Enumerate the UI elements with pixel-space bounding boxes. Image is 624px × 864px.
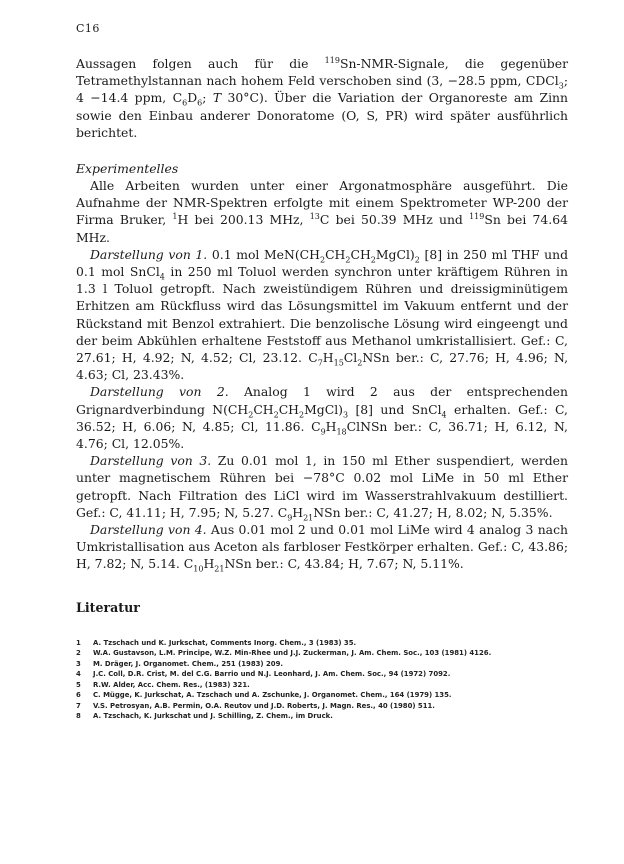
reference-item: 8 A. Tzschach, K. Jurkschat und J. Schilling, Z. Chem., im Druck. xyxy=(76,712,333,721)
darstellung-4-paragraph: Darstellung von 4. Aus 0.01 mol 2 und 0.01 mol LiMe wird 4 analog 3 nach Umkristallisation aus Aceton als farbloser Festkörper erhalten. Gef.: C, 43.86; H, 7.82; N, 5.14. $C_{10}H_{21}NSn$ ber.: C, 43.84; H, 7.67; N, 5.11%. xyxy=(76,522,568,574)
reference-item: 4 J.C. Coll, D.R. Crist, M. del C.G. Barrio und N.J. Leonhard, J. Am. Chem. Soc., 94 (1972) 7092. xyxy=(76,670,451,679)
page-number: C16 xyxy=(76,22,100,35)
reference-item: 1 A. Tzschach und K. Jurkschat, Comments Inorg. Chem., 3 (1983) 35. xyxy=(76,638,357,647)
reference-item: 5 R.W. Alder, Acc. Chem. Res., (1983) 321. xyxy=(76,680,250,689)
reference-list xyxy=(76,638,568,722)
literatur-heading: Literatur xyxy=(76,599,140,615)
experimentelles-heading: Experimentelles xyxy=(76,161,179,177)
reference-item: 3 M. Dräger, J. Organomet. Chem., 251 (1983) 209. xyxy=(76,659,283,668)
experimentelles-paragraph: Alle Arbeiten wurden unter einer Argonatmosphäre ausgeführt. Die Aufnahme der NMR-Spektren erfolgte mit einem Spektrometer WP-200 der Firma Bruker, $^1$H bei 200.13 MHz, $^{13}$C bei 50.39 MHz und $^{119}$Sn bei 74.64 MHz. xyxy=(76,178,568,245)
darstellung-2-paragraph: Darstellung von 2. Analog 1 wird 2 aus der entsprechenden Grignardverbindung $N(CH_2CH_2CH_2MgCl)_3$ [8] und SnCl$_4$ erhalten. Gef.: C, 36.52; H, 6.06; N, 4.85; Cl, 11.86. $C_9H_{18}ClNSn$ ber.: C, 36.71; H, 6.12, N, 4.76; Cl, 12.05%. xyxy=(76,384,568,452)
page xyxy=(76,22,568,722)
reference-item: 2 W.A. Gustavson, L.M. Principe, W.Z. Min-Rhee und J.J. Zuckerman, J. Am. Chem. Soc., 103 (1981) 4126. xyxy=(76,649,492,658)
reference-item: 7 V.S. Petrosyan, A.B. Permin, O.A. Reutov und J.D. Roberts, J. Magn. Res., 40 (1980) 511. xyxy=(76,701,435,710)
reference-item: 6 C. Mügge, K. Jurkschat, A. Tzschach und A. Zschunke, J. Organomet. Chem., 164 (1979) 135. xyxy=(76,691,452,700)
darstellung-1-paragraph: Darstellung von 1. 0.1 mol $MeN(CH_2CH_2CH_2MgCl)_2$ [8] in 250 ml THF und 0.1 mol SnCl$_4$ in 250 ml Toluol werden synchron unter kräftigem Rühren in 1.3 l Toluol getropft. Nach zweistündigem Rühren und dreissigminütigem Erhitzen am Rückfluss wird das Lösungsmittel im Vakuum entfernt und der Rückstand mit Benzol extrahiert. Die benzolische Lösung wird eingeengt und der beim Abkühlen erhaltene Feststoff aus Methanol umkristallisiert. Gef.: C, 27.61; H, 4.92; N, 4.52; Cl, 23.12. $C_7H_{15}Cl_2NSn$ ber.: C, 27.76; H, 4.96; N, 4.63; Cl, 23.43%. xyxy=(76,246,569,383)
darstellung-3-paragraph: Darstellung von 3. Zu 0.01 mol 1, in 150 ml Ether suspendiert, werden unter magnetischem Rühren bei −78°C 0.02 mol LiMe in 50 ml Ether getropft. Nach Filtration des LiCl wird im Wasserstrahlvakuum destilliert. Gef.: C, 41.11; H, 7.95; N, 5.27. $C_9H_{21}NSn$ ber.: C, 41.27; H, 8.02; N, 5.35%. xyxy=(76,453,568,523)
intro-paragraph: Aussagen folgen auch für die $^{119}$Sn-NMR-Signale, die gegenüber Tetramethylstannan nach hohem Feld verschoben sind (3, −28.5 ppm, CDCl$_3$; 4 −14.4 ppm, $C_6D_6$; T 30°C). Über die Variation der Organoreste am Zinn sowie den Einbau anderer Donoratome (O, S, PR) wird später ausführlich berichtet. xyxy=(76,55,568,140)
